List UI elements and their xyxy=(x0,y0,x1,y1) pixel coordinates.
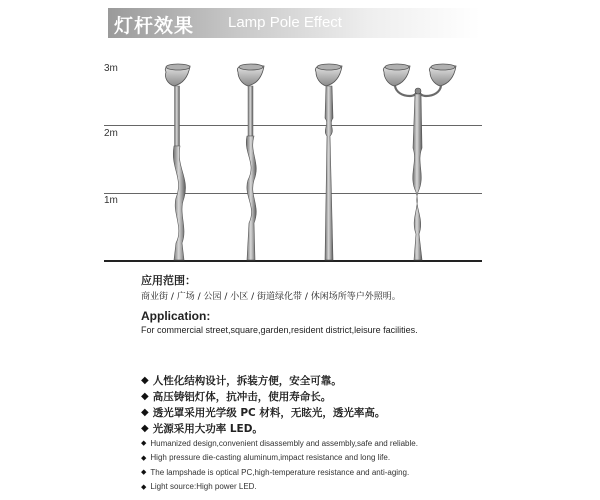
lamp-pole-1 xyxy=(165,64,190,260)
feature-zh-text: 人性化结构设计，拆装方便，安全可靠。 xyxy=(152,374,342,387)
feature-en-item xyxy=(141,480,418,495)
feature-zh-text: 高压铸铝灯体，抗冲击，使用寿命长。 xyxy=(152,390,332,403)
application-zh-body: 商业街 / 广场 / 公园 / 小区 / 街道绿化带 / 休闲场所等户外照明。 xyxy=(141,292,401,302)
feature-zh-item xyxy=(141,388,385,404)
scale-label-1m: 1m xyxy=(104,195,118,206)
feature-en-item xyxy=(141,436,418,451)
lamp-pole-4 xyxy=(383,64,456,260)
application-zh-heading: 应用范围： xyxy=(141,274,196,287)
feature-en-text: Light source:High power LED. xyxy=(150,482,257,492)
scale-label-2m: 2m xyxy=(104,128,118,139)
diamond-bullet-icon: ◆ xyxy=(141,483,147,491)
diamond-bullet-icon: ◆ xyxy=(141,440,147,448)
feature-zh-item xyxy=(141,372,385,388)
diamond-bullet-icon: ◆ xyxy=(141,374,149,386)
header-band xyxy=(108,8,480,38)
feature-en-text: High pressure die-casting aluminum,impact resistance and long life. xyxy=(150,453,391,463)
feature-zh-item xyxy=(141,404,385,420)
feature-en-text: Humanized design,convenient disassembly and assembly,safe and reliable. xyxy=(150,438,418,448)
features-en-list xyxy=(141,436,418,494)
lamp-poles-svg xyxy=(104,58,482,268)
feature-zh-text: 光源采用大功率 LED。 xyxy=(152,422,263,435)
features-zh-list xyxy=(141,372,385,436)
lamp-pole-2 xyxy=(237,64,264,260)
lamp-pole-3 xyxy=(315,64,342,260)
feature-zh-text: 透光罩采用光学级 PC 材料，无眩光，透光率高。 xyxy=(152,406,386,419)
feature-en-item xyxy=(141,451,418,466)
feature-zh-item xyxy=(141,420,385,436)
application-en-body: For commercial street,square,garden,resident district,leisure facilities. xyxy=(141,325,418,335)
diamond-bullet-icon: ◆ xyxy=(141,454,147,462)
feature-en-text: The lampshade is optical PC,high-temperature resistance and anti-aging. xyxy=(150,467,410,477)
application-en-heading: Application: xyxy=(141,309,211,323)
lamp-pole-diagram xyxy=(104,58,482,268)
feature-en-item xyxy=(141,465,418,480)
diamond-bullet-icon: ◆ xyxy=(141,406,149,418)
scale-label-3m: 3m xyxy=(104,63,118,74)
title-zh: 灯杆效果 xyxy=(114,15,195,37)
diamond-bullet-icon: ◆ xyxy=(141,469,147,477)
diamond-bullet-icon: ◆ xyxy=(141,390,149,402)
diamond-bullet-icon: ◆ xyxy=(141,422,149,434)
title-en: Lamp Pole Effect xyxy=(228,14,342,31)
